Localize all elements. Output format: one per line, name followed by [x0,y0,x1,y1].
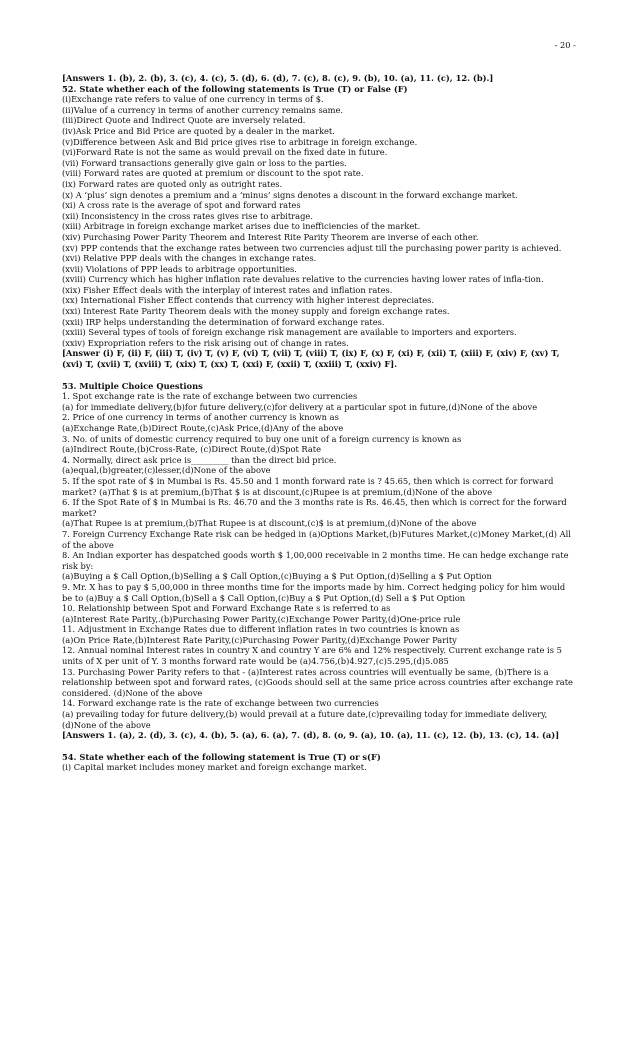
heading-line: 53. Multiple Choice Questions [62,380,203,391]
text-line: 1. Spot exchange rate is the rate of exchange between two currencies [62,391,358,402]
text-line: (xxiii) Several types of tools of foreign exchange risk management are available to importers and exporters. [62,327,517,338]
text-line: (vi)Forward Rate is not the same as would prevail on the fixed date in future. [62,147,388,158]
text-line: (xvi) Relative PPP deals with the changes in exchange rates. [62,253,317,264]
text-line: (xxiv) Expropriation refers to the risk arising out of change in rates. [62,337,349,348]
text-line: (a)equal,(b)greater,(c)lesser,(d)None of the above [62,465,271,476]
text-line: (x) A ‘plus’ sign denotes a premium and a ‘minus’ signs denotes a discount in the forward exchange market. [62,189,518,200]
text-line: (xv) PPP contends that the exchange rates between two currencies adjust till the purchasing power parity is achieved. [62,242,562,253]
text-line: (a)Indirect Route,(b)Cross-Rate, (c)Direct Route,(d)Spot Rate [62,444,322,455]
text-line: (xii) Inconsistency in the cross rates gives rise to arbitrage. [62,210,313,221]
paragraph-gap [62,370,578,381]
text-line: 11. Adjustment in Exchange Rates due to different inflation rates in two countries is known as [62,624,460,635]
text-line: 5. If the spot rate of $ in Mumbai is Rs. 45.50 and 1 month forward rate is ? 45.65, then which is correct for forward market? (a)That $ is at premium,(b)That $ is at discount,(c)Rupee is at premium,(d)None of the above [62,475,554,497]
text-line: (xiv) Purchasing Power Parity Theorem and Interest Rite Parity Theorem are inverse of each other. [62,231,479,242]
text-line: 14. Forward exchange rate is the rate of exchange between two currencies [62,698,379,709]
page-number: - 20 - [554,40,576,50]
text-line: 9. Mr. X has to pay $ 5,00,000 in three months time for the imports made by him. Correct hedging policy for him would be to (a)Buy a $ Call Option,(b)Sell a $ Call Option,(c)Buy a $ Put Option,(d) Sell a $ Put Option [62,581,566,603]
text-line: 8. An Indian exporter has despatched goods worth $ 1,00,000 receivable in 2 months time. He can hedge exchange rate risk by: [62,550,569,571]
text-line: 12. Annual nominal Interest rates in country X and country Y are 6% and 12% respectively. Current exchange rate is 5 units of X per unit of Y. 3 months forward rate would be (a)4.756,(b)4.927,(c)5.295,(d)5.085 [62,645,562,667]
text-line: (ii)Value of a currency in terms of another currency remains same. [62,104,344,115]
text-line: (ix) Forward rates are quoted only as outright rates. [62,178,283,189]
text-line: (xviii) Currency which has higher inflation rate devalues relative to the currencies having lower rates of infla-tion. [62,274,544,285]
text-line: (xxii) IRP helps understanding the determination of forward exchange rates. [62,316,385,327]
text-line: (i) Capital market includes money market and foreign exchange market. [62,762,367,773]
text-line: 6. If the Spot Rate of $ in Mumbai is Rs. 46.70 and the 3 months rate is Rs. 46.45, then which is correct for the forward market? [62,497,567,518]
heading-line: 54. State whether each of the following statement is True (T) or s(F) [62,751,381,762]
text-line: 4. Normally, direct ask price is_________ than the direct bid price. [62,454,337,465]
text-line: (xi) A cross rate is the average of spot and forward rates [62,200,301,211]
text-line: 2. Price of one currency in terms of another currency is known as [62,412,339,423]
text-line: 7. Foreign Currency Exchange Rate risk can be hedged in (a)Options Market,(b)Futures Market,(c)Money Market,(d) All of the above [62,528,571,550]
text-line: (a)That Rupee is at premium,(b)That Rupee is at discount,(c)$ is at premium,(d)None of the above [62,518,477,529]
text-line: (a) for immediate delivery,(b)for future delivery,(c)for delivery at a particular spot in future,(d)None of the above [62,401,538,412]
text-line: (iv)Ask Price and Bid Price are quoted by a dealer in the market. [62,125,335,136]
heading-line: 52. State whether each of the following statements is True (T) or False (F) [62,83,408,94]
text-line: (xx) International Fisher Effect contends that currency with higher interest depreciates. [62,295,435,306]
text-line: (vii) Forward transactions generally give gain or loss to the parties. [62,157,347,168]
text-line: (xix) Fisher Effect deals with the interplay of interest rates and inflation rates. [62,284,393,295]
text-line: (viii) Forward rates are quoted at premium or discount to the spot rate. [62,168,364,179]
paragraph-gap [62,741,578,752]
text-line: (a)On Price Rate,(b)Interest Rate Parity,(c)Purchasing Power Parity,(d)Exchange Power Parity [62,634,457,645]
text-line: (v)Difference between Ask and Bid price gives rise to arbitrage in foreign exchange. [62,136,418,147]
text-line: (a) prevailing today for future delivery,(b) would prevail at a future date,(c)prevailing today for immediate delivery,(d)None of the above [62,709,548,730]
text-line: (iii)Direct Quote and Indirect Quote are inversely related. [62,115,306,126]
text-line: (xxi) Interest Rate Parity Theorem deals with the money supply and foreign exchange rates. [62,306,450,317]
heading-line: [Answers 1. (a), 2. (d), 3. (c), 4. (b), 5. (a), 6. (a), 7. (d), 8. (o, 9. (a), 10. (a), 11. (c), 12. (b), 13. (c), 14. (a)] [62,730,560,741]
text-line: 3. No. of units of domestic currency required to buy one unit of a foreign currency is known as [62,433,462,444]
text-line: (a)Buying a $ Call Option,(b)Selling a $ Call Option,(c)Buying a $ Put Option,(d)Selling a $ Put Option [62,571,492,582]
text-line: (i)Exchange rate refers to value of one currency in terms of $. [62,94,324,105]
text-line: 13. Purchasing Power Parity refers to that - (a)Interest rates across countries will eventually be same, (b)There is a relationship between spot and forward rates, (c)Goods should sell at the same price across countries after exchange rate considered. (d)None of the above [62,666,573,698]
text-line: (xvii) Violations of PPP leads to arbitrage opportunities. [62,263,297,274]
text-line: (a)Exchange Rate,(b)Direct Route,(c)Ask Price,(d)Any of the above [62,423,344,433]
document-body [62,73,578,773]
text-line: 10. Relationship between Spot and Forward Exchange Rate s is referred to as [62,603,391,614]
text-line: (a)Interest Rate Parity,.(b)Purchasing Power Parity,(c)Exchange Power Parity,(d)One-price rule [62,613,461,624]
heading-line: [Answer (i) F, (ii) F, (iii) T, (iv) T, (v) F, (vi) T, (vii) T, (viii) T, (ix) F, (x) F, (xi) F, (xii) T, (xiii) F, (xiv) F, (xv) T, (xvi) T, (xvii) T, (xviii) T, (xix) T, (xx) T, (xxi) F, (xxii) T, (xxiii) T, (xxiv) F]. [62,348,560,370]
heading-line: [Answers 1. (b), 2. (b), 3. (c), 4. (c), 5. (d), 6. (d), 7. (c), 8. (c), 9. (b), 10. (a), 11. (c), 12. (b).] [62,73,494,83]
text-line: (xiii) Arbitrage in foreign exchange market arises due to inefficiencies of the market. [62,221,421,232]
